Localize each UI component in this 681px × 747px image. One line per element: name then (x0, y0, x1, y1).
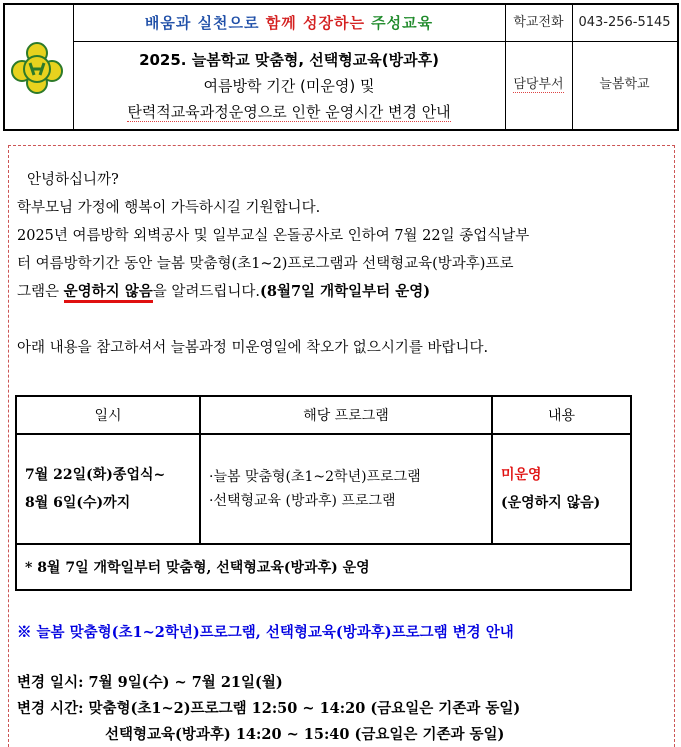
school-slogan (73, 5, 506, 42)
slogan-part-1: 배움과 실천으로 (144, 14, 266, 32)
table-cell-program: ·늘봄 맞춤형(초1~2학년)프로그램 ·선택형교육 (방과후) 프로그램 (200, 434, 492, 544)
table-cell-status: 미운영 (운영하지 않음) (492, 434, 631, 544)
title-line-1: 2025. 늘봄학교 맞춤형, 선택형교육(방과후) (139, 51, 439, 69)
school-emblem-icon (10, 41, 64, 95)
table-header-content: 내용 (492, 396, 631, 434)
table-header-date: 일시 (16, 396, 200, 434)
slogan-part-2: 함께 성장하는 (265, 14, 365, 32)
phone-label: 학교전화 (505, 5, 573, 42)
title-line-2: 여름방학 기간 (미운영) 및 (203, 77, 375, 95)
greeting: 안녕하십니까? (27, 172, 119, 188)
change-period: 변경 일시: 7월 9일(수) ~ 7월 21일(월) (17, 674, 283, 691)
table-header-program: 해당 프로그램 (200, 396, 492, 434)
document-body (8, 145, 675, 747)
table-footnote: * 8월 7일 개학일부터 맞춤형, 선택형교육(방과후) 운영 (16, 544, 631, 590)
paragraph-line-3: 2025년 여름방학 외벽공사 및 일부교실 온돌공사로 인하여 7월 22일 종업식날부 (17, 228, 530, 244)
paragraph-line-4: 터 여름방학기간 동안 늘봄 맞춤형(초1~2)프로그램과 선택형교육(방과후)프로 (17, 256, 514, 272)
change-time: 변경 시간: 맞춤형(초1~2)프로그램 12:50 ~ 14:20 (금요일은 기존과 동일) (17, 700, 521, 717)
dept-label: 담당부서 (505, 41, 573, 129)
slogan-part-3: 주성교육 (364, 14, 434, 32)
not-operating-emphasis: 운영하지 않음 (64, 283, 153, 303)
schedule-table (15, 395, 632, 591)
table-cell-date: 7월 22일(화)종업식~ 8월 6일(수)까지 (16, 434, 200, 544)
title-line-3: 탄력적교육과정운영으로 인한 운영시간 변경 안내 (127, 103, 451, 121)
change-notice: ※ 늘봄 맞춤형(초1~2학년)프로그램, 선택형교육(방과후)프로그램 변경 안내 (17, 624, 514, 641)
logo-cell (5, 5, 74, 129)
paragraph-line-6: 아래 내용을 참고하셔서 늘봄과정 미운영일에 착오가 없으시기를 바랍니다. (17, 340, 489, 356)
paragraph-line-2: 학부모님 가정에 행복이 가득하시길 기원합니다. (17, 200, 321, 216)
dept-value: 늘봄학교 (599, 77, 650, 92)
document-header (3, 3, 679, 131)
change-time-row-2: 선택형교육(방과후) 14:20 ~ 15:40 (금요일은 기존과 동일) (105, 726, 505, 743)
phone-value: 043-256-5145 (572, 5, 677, 42)
paragraph-line-5: 그램은 운영하지 않음을 알려드립니다.(8월7일 개학일부터 운영) (17, 280, 430, 301)
document-title (73, 41, 506, 129)
